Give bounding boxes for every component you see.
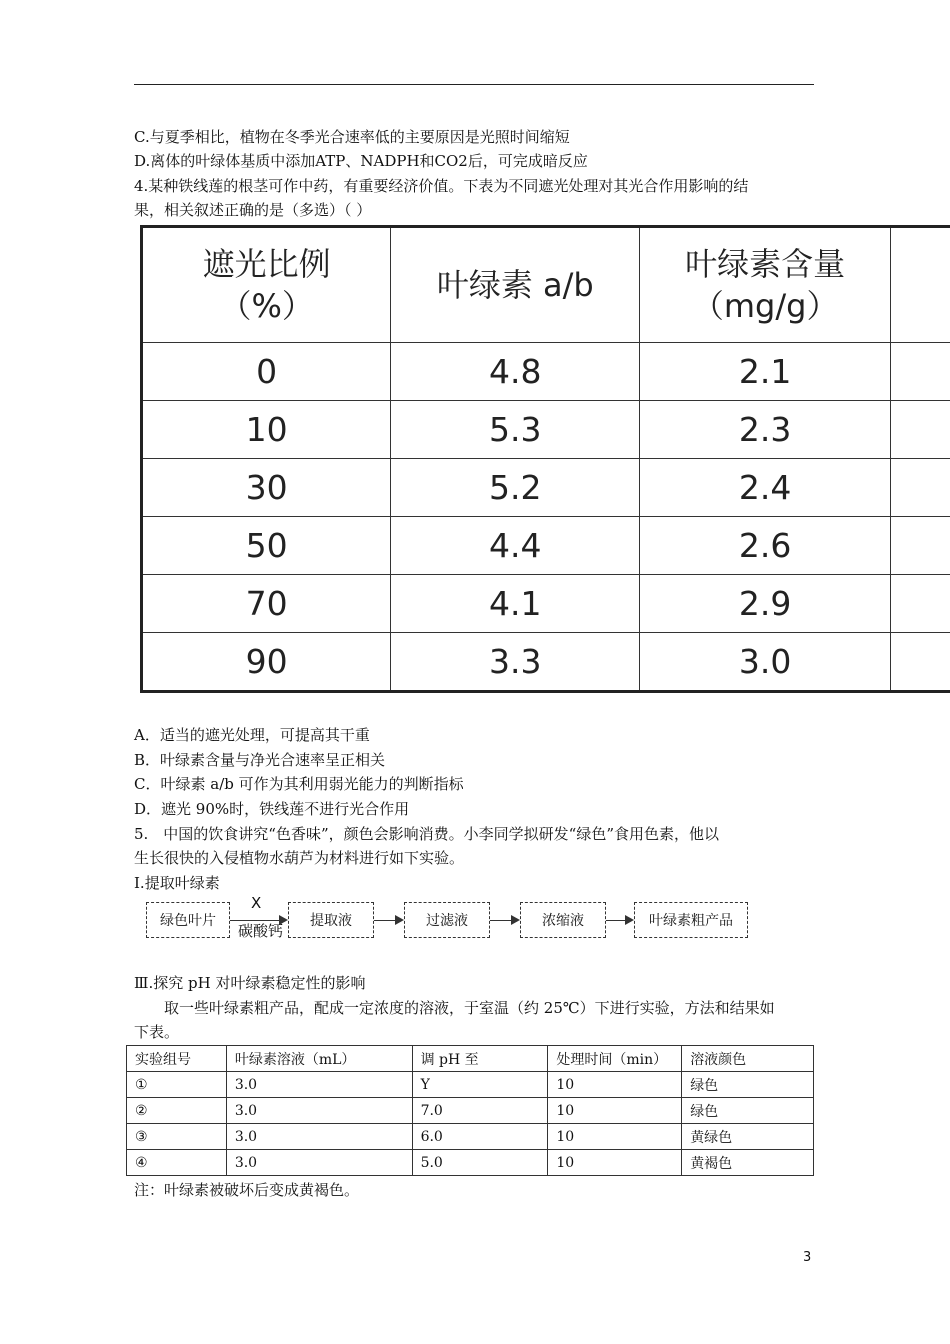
- table-row: [142, 343, 950, 401]
- header-cell: 实验组号: [127, 1046, 227, 1072]
- page-number: 3: [803, 1250, 812, 1265]
- note-line: 注：叶绿素被破坏后变成黄褐色。: [134, 1181, 360, 1199]
- option-b: B．叶绿素含量与净光合速率呈正相关: [134, 751, 386, 769]
- arrow-icon: [606, 920, 632, 921]
- cell: 黄褐色: [682, 1150, 814, 1176]
- cell: 2.1: [640, 343, 891, 401]
- cell: 5.3: [391, 401, 640, 459]
- option-a: A．适当的遮光处理，可提高其干重: [134, 726, 370, 744]
- arrow-icon: [490, 920, 518, 921]
- cell: 3.0: [226, 1150, 412, 1176]
- arrow-icon: [374, 920, 402, 921]
- cell: 90: [142, 633, 391, 692]
- part-1-title: Ⅰ.提取叶绿素: [134, 874, 220, 892]
- cell: 绿色: [682, 1072, 814, 1098]
- cell: 黄绿色: [682, 1124, 814, 1150]
- cell: 3.0: [226, 1072, 412, 1098]
- cell: 2.3: [640, 401, 891, 459]
- header-cell: 调 pH 至: [412, 1046, 548, 1072]
- ph-experiment-table: [126, 1045, 814, 1176]
- cell: [891, 459, 950, 517]
- option-c: C．叶绿素 a/b 可作为其利用弱光能力的判断指标: [134, 775, 464, 793]
- option-c-line: C.与夏季相比，植物在冬季光合速率低的主要原因是光照时间缩短: [134, 128, 570, 146]
- cell: 30: [142, 459, 391, 517]
- table-row: [127, 1072, 814, 1098]
- cell: 7.0: [412, 1098, 548, 1124]
- cell: 70: [142, 575, 391, 633]
- cell: 6.0: [412, 1124, 548, 1150]
- table-header-row: [127, 1046, 814, 1072]
- cell: 5.2: [391, 459, 640, 517]
- table-row: [142, 401, 950, 459]
- cell: 10: [548, 1098, 682, 1124]
- table-row: [142, 517, 950, 575]
- cell: 4.1: [391, 575, 640, 633]
- cell: 4.8: [391, 343, 640, 401]
- cell: 2.9: [640, 575, 891, 633]
- question-5-line-1: 5. 中国的饮食讲究“色香味”，颜色会影响消费。小李同学拟研发“绿色”食用色素，他以: [134, 825, 719, 843]
- cell: 2.4: [640, 459, 891, 517]
- flow-box-leaf: 绿色叶片: [146, 902, 230, 938]
- table-row: [142, 575, 950, 633]
- cell: [891, 343, 950, 401]
- table-row: [127, 1124, 814, 1150]
- cell: 2.6: [640, 517, 891, 575]
- question-4-line-2: 果，相关叙述正确的是（多选）（ ）: [134, 201, 372, 219]
- question-5-line-2: 生长很快的入侵植物水葫芦为材料进行如下实验。: [134, 849, 465, 867]
- table-row: [127, 1098, 814, 1124]
- cell: 3.0: [226, 1124, 412, 1150]
- header-cell: 遮光比例 （%）: [142, 227, 391, 343]
- cell: ④: [127, 1150, 227, 1176]
- cell: 3.0: [226, 1098, 412, 1124]
- flow-box-concentrate: 浓缩液: [520, 902, 606, 938]
- cell: ②: [127, 1098, 227, 1124]
- option-d-line: D.离体的叶绿体基质中添加ATP、NADPH和CO2后，可完成暗反应: [134, 152, 588, 170]
- option-d: D．遮光 90%时，铁线莲不进行光合作用: [134, 800, 410, 818]
- cell: 10: [142, 401, 391, 459]
- cell: ①: [127, 1072, 227, 1098]
- table-row: [142, 459, 950, 517]
- flow-box-extract: 提取液: [288, 902, 374, 938]
- shading-table: [140, 225, 950, 693]
- table-row: [127, 1150, 814, 1176]
- question-4-line-1: 4.某种铁线莲的根茎可作中药，有重要经济价值。下表为不同遮光处理对其光合作用影响的结: [134, 177, 749, 195]
- cell: ③: [127, 1124, 227, 1150]
- header-cell: [891, 227, 950, 343]
- cell: 5.0: [412, 1150, 548, 1176]
- header-rule: [134, 84, 814, 85]
- cell: 绿色: [682, 1098, 814, 1124]
- cell: [891, 401, 950, 459]
- cell: 3.3: [391, 633, 640, 692]
- header-cell: 叶绿素溶液（mL）: [226, 1046, 412, 1072]
- header-cell: 叶绿素 a/b: [391, 227, 640, 343]
- cell: 3.0: [640, 633, 891, 692]
- flow-box-filtrate: 过滤液: [404, 902, 490, 938]
- part-3-line-2: 下表。: [134, 1023, 180, 1041]
- cell: 50: [142, 517, 391, 575]
- cell: 10: [548, 1124, 682, 1150]
- cell: [891, 517, 950, 575]
- cell: 4.4: [391, 517, 640, 575]
- table-row: [142, 633, 950, 692]
- flow-box-crude-product: 叶绿素粗产品: [634, 902, 748, 938]
- cell: Y: [412, 1072, 548, 1098]
- header-cell: 处理时间（min）: [548, 1046, 682, 1072]
- flow-x-label: X: [251, 894, 262, 912]
- cell: 0: [142, 343, 391, 401]
- table-header-row: [142, 227, 950, 343]
- cell: 10: [548, 1150, 682, 1176]
- cell: [891, 575, 950, 633]
- part-3-line-1: 取一些叶绿素粗产品，配成一定浓度的溶液，于室温（约 25℃）下进行实验，方法和结果如: [134, 999, 775, 1017]
- header-cell: 溶液颜色: [682, 1046, 814, 1072]
- flow-reagent-label: 碳酸钙: [238, 922, 284, 940]
- part-3-title: Ⅲ.探究 pH 对叶绿素稳定性的影响: [134, 974, 366, 992]
- cell: [891, 633, 950, 692]
- cell: 10: [548, 1072, 682, 1098]
- header-cell: 叶绿素含量 （mg/g）: [640, 227, 891, 343]
